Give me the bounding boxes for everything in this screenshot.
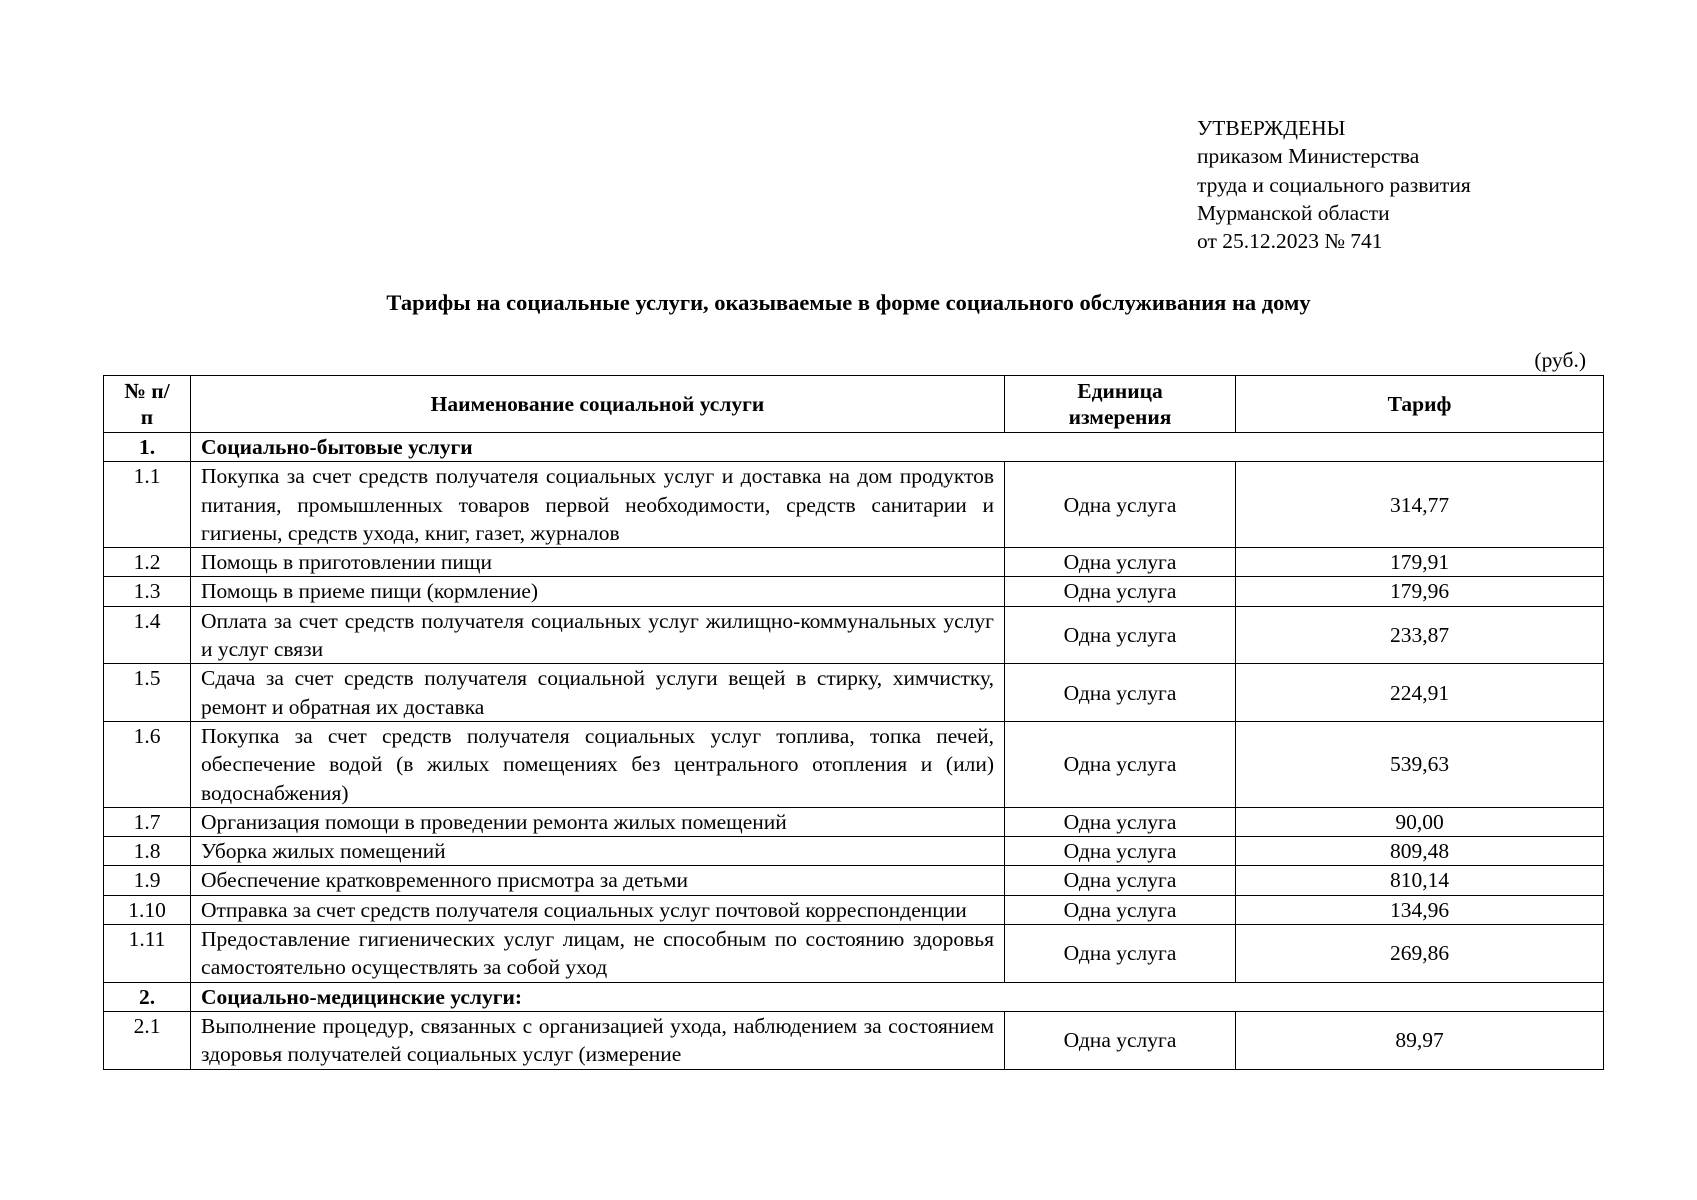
table-row	[104, 925, 1604, 983]
tariff-value: 539,63	[1236, 721, 1604, 807]
row-num: 1.6	[104, 721, 191, 807]
row-num: 1.8	[104, 837, 191, 866]
section-row	[104, 433, 1604, 462]
service-name: Сдача за счет средств получателя социальной услуги вещей в стирку, химчистку, ремонт и обратная их доставка	[191, 664, 1005, 722]
table-row	[104, 807, 1604, 836]
tariff-value: 269,86	[1236, 925, 1604, 983]
document-title: Тарифы на социальные услуги, оказываемые в форме социального обслуживания на дому	[386, 290, 1311, 315]
unit-of-measure: Одна услуга	[1005, 837, 1236, 866]
unit-of-measure: Одна услуга	[1005, 895, 1236, 924]
header-tariff: Тариф	[1236, 376, 1604, 433]
section-row	[104, 982, 1604, 1011]
approval-line: УТВЕРЖДЕНЫ	[1197, 116, 1346, 140]
service-name: Покупка за счет средств получателя социальных услуг и доставка на дом продуктов питания, промышленных товаров первой необходимости, средств санитарии и гигиены, средств ухода, книг, газет, журналов	[191, 462, 1005, 548]
table-row	[104, 462, 1604, 548]
header-unit: Единица измерения	[1005, 376, 1236, 433]
service-name: Помощь в приготовлении пищи	[191, 548, 1005, 577]
table-row	[104, 606, 1604, 664]
row-num: 1.2	[104, 548, 191, 577]
approval-line: Мурманской области	[1197, 200, 1390, 225]
tariff-value: 810,14	[1236, 866, 1604, 895]
tariff-value: 179,91	[1236, 548, 1604, 577]
approval-line: труда и социального развития	[1197, 172, 1471, 197]
tariff-value: 134,96	[1236, 895, 1604, 924]
table-row	[104, 866, 1604, 895]
row-num: 1.11	[104, 925, 191, 983]
row-num: 1.7	[104, 807, 191, 836]
tariff-value: 179,96	[1236, 577, 1604, 606]
service-name: Выполнение процедур, связанных с организацией ухода, наблюдением за состоянием здоровья получателей социальных услуг (измерение	[191, 1011, 1005, 1069]
tariff-value: 224,91	[1236, 664, 1604, 722]
service-name: Уборка жилых помещений	[191, 837, 1005, 866]
service-name: Помощь в приеме пищи (кормление)	[191, 577, 1005, 606]
section-title: Социально-бытовые услуги	[191, 433, 1604, 462]
approval-line: приказом Министерства	[1197, 144, 1420, 169]
unit-of-measure: Одна услуга	[1005, 866, 1236, 895]
unit-of-measure: Одна услуга	[1005, 664, 1236, 722]
table-header-row	[104, 376, 1604, 433]
row-num: 1.3	[104, 577, 191, 606]
unit-of-measure: Одна услуга	[1005, 462, 1236, 548]
unit-of-measure: Одна услуга	[1005, 577, 1236, 606]
header-num: № п/п	[104, 376, 191, 433]
unit-of-measure: Одна услуга	[1005, 925, 1236, 983]
service-name: Организация помощи в проведении ремонта жилых помещений	[191, 807, 1005, 836]
table-row	[104, 895, 1604, 924]
table-row	[104, 577, 1604, 606]
row-num: 1.5	[104, 664, 191, 722]
tariff-table	[103, 375, 1604, 1070]
service-name: Предоставление гигиенических услуг лицам, не способным по состоянию здоровья самостоятельно осуществлять за собой уход	[191, 925, 1005, 983]
table-row	[104, 1011, 1604, 1069]
unit-of-measure: Одна услуга	[1005, 606, 1236, 664]
unit-of-measure: Одна услуга	[1005, 548, 1236, 577]
service-name: Оплата за счет средств получателя социальных услуг жилищно-коммунальных услуг и услуг связи	[191, 606, 1005, 664]
header-name: Наименование социальной услуги	[191, 376, 1005, 433]
approval-stamp	[1197, 114, 1471, 255]
currency-note: (руб.)	[1534, 348, 1586, 372]
unit-of-measure: Одна услуга	[1005, 807, 1236, 836]
row-num: 1.1	[104, 462, 191, 548]
table-row	[104, 721, 1604, 807]
tariff-value: 90,00	[1236, 807, 1604, 836]
tariff-value: 809,48	[1236, 837, 1604, 866]
table-row	[104, 837, 1604, 866]
approval-line: от 25.12.2023 № 741	[1197, 229, 1383, 254]
tariff-value: 233,87	[1236, 606, 1604, 664]
unit-of-measure: Одна услуга	[1005, 1011, 1236, 1069]
row-num: 1.4	[104, 606, 191, 664]
service-name: Обеспечение кратковременного присмотра за детьми	[191, 866, 1005, 895]
row-num: 1.10	[104, 895, 191, 924]
unit-of-measure: Одна услуга	[1005, 721, 1236, 807]
row-num: 2.1	[104, 1011, 191, 1069]
tariff-value: 89,97	[1236, 1011, 1604, 1069]
section-num: 2.	[104, 982, 191, 1011]
table-row	[104, 664, 1604, 722]
row-num: 1.9	[104, 866, 191, 895]
service-name: Отправка за счет средств получателя социальных услуг почтовой корреспонденции	[191, 895, 1005, 924]
table-row	[104, 548, 1604, 577]
section-num: 1.	[104, 433, 191, 462]
service-name: Покупка за счет средств получателя социальных услуг топлива, топка печей, обеспечение водой (в жилых помещениях без центрального отопления и (или) водоснабжения)	[191, 721, 1005, 807]
tariff-value: 314,77	[1236, 462, 1604, 548]
section-title: Социально-медицинские услуги:	[191, 982, 1604, 1011]
